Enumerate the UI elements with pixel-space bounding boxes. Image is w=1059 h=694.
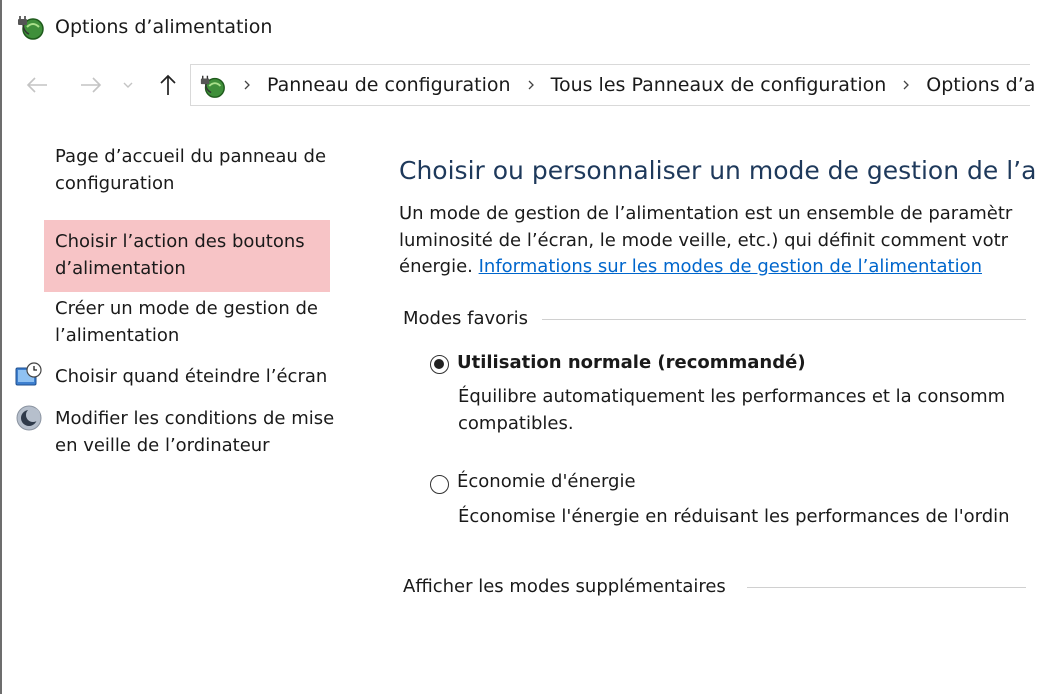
breadcrumb: [235, 65, 1035, 105]
recent-locations-button[interactable]: [118, 70, 138, 100]
plan-description-line: Équilibre automatiquement les performances et la consomm: [458, 386, 1006, 407]
arrow-left-icon: [26, 76, 48, 94]
page-description: [399, 201, 1059, 281]
description-text: énergie.: [399, 256, 473, 277]
chevron-right-icon[interactable]: [525, 79, 537, 91]
plan-balanced-radio[interactable]: [430, 355, 449, 374]
back-button[interactable]: [22, 70, 52, 100]
breadcrumb-item-control-panel[interactable]: Panneau de configuration: [267, 74, 511, 96]
sidebar-item-label: configuration: [55, 173, 175, 194]
chevron-right-icon[interactable]: [900, 79, 912, 91]
breadcrumb-item-all-control-panels[interactable]: Tous les Panneaux de configuration: [550, 74, 887, 96]
sidebar-item-label: Page d’accueil du panneau de: [55, 146, 327, 167]
sidebar-item-label: Choisir quand éteindre l’écran: [55, 366, 328, 387]
divider: [542, 319, 1026, 320]
sidebar-item-label: Choisir l’action des boutons: [55, 231, 305, 252]
plan-balanced-name[interactable]: Utilisation normale (recommandé): [457, 352, 806, 373]
moon-icon: [15, 404, 43, 432]
arrow-right-icon: [80, 76, 102, 94]
navigation-bar: [2, 62, 1036, 108]
plan-balanced-description: [458, 383, 1005, 437]
description-line: luminosité de l’écran, le mode veille, etc.) qui définit comment votr: [399, 229, 1009, 251]
sidebar-item-label: Modifier les conditions de mise: [55, 408, 335, 429]
description-line: Un mode de gestion de l’alimentation est un ensemble de paramètr: [399, 203, 1013, 224]
power-options-icon: [199, 72, 227, 100]
sidebar-item-label: Créer un mode de gestion de: [55, 298, 318, 319]
arrow-up-icon: [159, 74, 177, 96]
power-options-icon: [16, 12, 46, 42]
show-additional-plans-toggle[interactable]: Afficher les modes supplémentaires: [403, 576, 740, 597]
sidebar-item-control-panel-home[interactable]: [55, 143, 326, 197]
plan-description-line: compatibles.: [458, 413, 574, 434]
chevron-right-icon[interactable]: [241, 79, 253, 91]
sidebar-item-label: l’alimentation: [55, 325, 180, 346]
plan-power-saver-radio[interactable]: [430, 475, 449, 494]
plan-power-saver-description: [458, 503, 1010, 530]
address-bar[interactable]: [190, 64, 1036, 106]
sidebar-item-power-buttons[interactable]: [55, 228, 305, 282]
divider: [747, 587, 1026, 588]
power-plans-info-link[interactable]: Informations sur les modes de gestion de l’alimentation: [478, 256, 982, 277]
forward-button[interactable]: [76, 70, 106, 100]
page-title: Choisir ou personnaliser un mode de gestion de l’a: [399, 156, 1037, 185]
chevron-down-icon: [123, 81, 133, 89]
sidebar-item-create-plan[interactable]: [55, 295, 318, 349]
display-clock-icon: [15, 362, 43, 390]
sidebar-item-label: d’alimentation: [55, 258, 186, 279]
sidebar-item-sleep-settings[interactable]: [55, 405, 334, 459]
sidebar-item-display-off[interactable]: [55, 363, 327, 390]
description-line: [399, 254, 1059, 281]
up-button[interactable]: [153, 70, 183, 100]
title-bar: [2, 0, 1026, 56]
breadcrumb-item-power-options[interactable]: Options d’a: [926, 74, 1036, 96]
plan-power-saver-name[interactable]: Économie d'énergie: [457, 471, 636, 492]
plan-description-line: Économise l'énergie en réduisant les performances de l'ordin: [458, 506, 1010, 527]
window-title: Options d’alimentation: [55, 16, 273, 38]
sidebar-item-label: en veille de l’ordinateur: [55, 435, 270, 456]
favorites-group-label: Modes favoris: [403, 308, 542, 329]
